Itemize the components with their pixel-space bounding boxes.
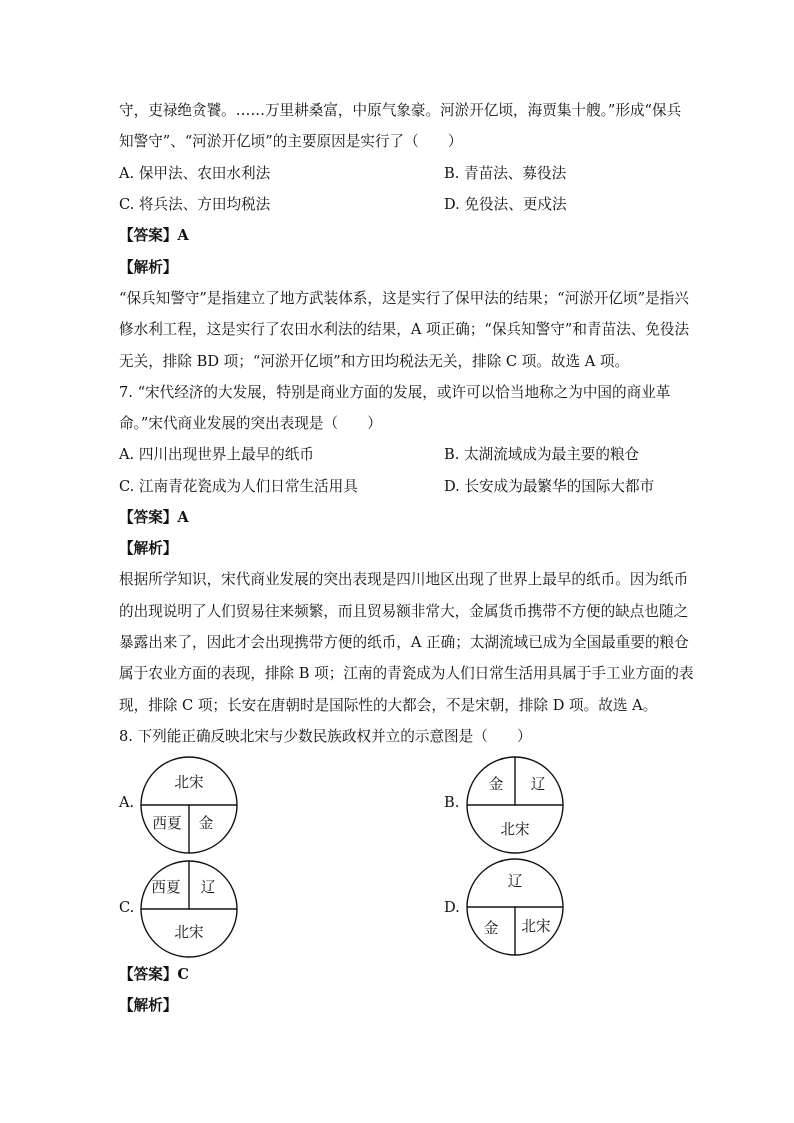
q8-c-label-bottom: 北宋: [174, 924, 204, 941]
q8-c-label-top-right: 辽: [200, 879, 216, 896]
q8-d-label-bottom-right: 北宋: [521, 918, 551, 935]
q8-a-label-bottom-right: 金: [198, 815, 214, 832]
q6-option-b: B. 青苗法、募役法: [444, 165, 567, 182]
q8-d-label-top: 辽: [507, 873, 523, 890]
q8-option-a-letter: A.: [119, 794, 135, 811]
q6-stem-line-2: 知警守”、“河淤开亿顷”的主要原因是实行了（ ）: [119, 133, 463, 150]
q7-analysis-line-4: 属于农业方面的表现，排除 B 项；江南的青瓷成为人们日常生活用具属于手工业方面的表: [119, 665, 694, 682]
q7-option-c: C. 江南青花瓷成为人们日常生活用具: [119, 478, 358, 495]
q7-analysis-heading: 【解析】: [119, 540, 178, 557]
q8-option-a-diagram: [140, 756, 238, 854]
q8-option-c-letter: C.: [119, 899, 135, 916]
q6-analysis-line-1: “保兵知警守”是指建立了地方武装体系，这是实行了保甲法的结果；“河淤开亿顷”是指兴: [119, 290, 689, 307]
q6-option-d: D. 免役法、更戍法: [444, 196, 567, 213]
q6-analysis-heading: 【解析】: [119, 259, 178, 276]
q7-analysis-line-5: 现，排除 C 项；长安在唐朝时是国际性的大都会，不是宋朝，排除 D 项。故选 A。: [119, 697, 658, 714]
q7-analysis-line-3: 暴露出来了，因此才会出现携带方便的纸币，A 正确；太湖流域已成为全国最重要的粮仓: [119, 634, 689, 651]
q8-b-label-top-right: 辽: [530, 776, 546, 793]
q7-option-a: A. 四川出现世界上最早的纸币: [119, 446, 314, 463]
q6-option-a: A. 保甲法、农田水利法: [119, 165, 271, 182]
q7-option-d: D. 长安成为最繁华的国际大都市: [444, 478, 655, 495]
q8-c-label-top-left: 西夏: [151, 879, 181, 896]
q8-a-label-bottom-left: 西夏: [152, 815, 182, 832]
q6-analysis-line-3: 无关，排除 BD 项；“河淤开亿顷”和方田均税法无关，排除 C 项。故选 A 项。: [119, 353, 630, 370]
q8-option-d-diagram: [465, 858, 565, 956]
q7-answer: 【答案】A: [119, 509, 189, 526]
q8-answer: 【答案】C: [119, 966, 189, 983]
q8-b-label-top-left: 金: [488, 776, 504, 793]
q8-option-b-letter: B.: [444, 794, 460, 811]
q6-option-c: C. 将兵法、方田均税法: [119, 196, 271, 213]
q8-option-d-letter: D.: [444, 899, 460, 916]
q7-option-b: B. 太湖流域成为最主要的粮仓: [444, 446, 640, 463]
q7-analysis-line-2: 的出现说明了人们贸易往来频繁，而且贸易额非常大，金属货币携带不方便的缺点也随之: [119, 603, 689, 620]
q8-option-c-diagram: [140, 860, 238, 958]
q8-a-label-top: 北宋: [174, 774, 204, 791]
q8-b-label-bottom: 北宋: [500, 821, 530, 838]
q6-answer: 【答案】A: [119, 227, 189, 244]
q6-stem-line-1: 守，吏禄绝贪饕。……万里耕桑富，中原气象豪。河淤开亿顷，海贾集十艘。”形成“保兵: [119, 102, 682, 119]
q7-analysis-line-1: 根据所学知识，宋代商业发展的突出表现是四川地区出现了世界上最早的纸币。因为纸币: [119, 571, 689, 588]
q7-stem-line-1: 7. “宋代经济的大发展，特别是商业方面的发展，或许可以恰当地称之为中国的商业革: [119, 384, 671, 401]
q8-option-b-diagram: [465, 756, 565, 854]
q8-stem: 8. 下列能正确反映北宋与少数民族政权并立的示意图是（ ）: [119, 728, 532, 745]
q6-analysis-line-2: 修水利工程，这是实行了农田水利法的结果，A 项正确；“保兵知警守”和青苗法、免役法: [119, 321, 690, 338]
q7-stem-line-2: 命。”宋代商业发展的突出表现是（ ）: [119, 415, 382, 432]
q8-analysis-heading: 【解析】: [119, 997, 178, 1014]
q8-d-label-bottom-left: 金: [483, 920, 499, 937]
